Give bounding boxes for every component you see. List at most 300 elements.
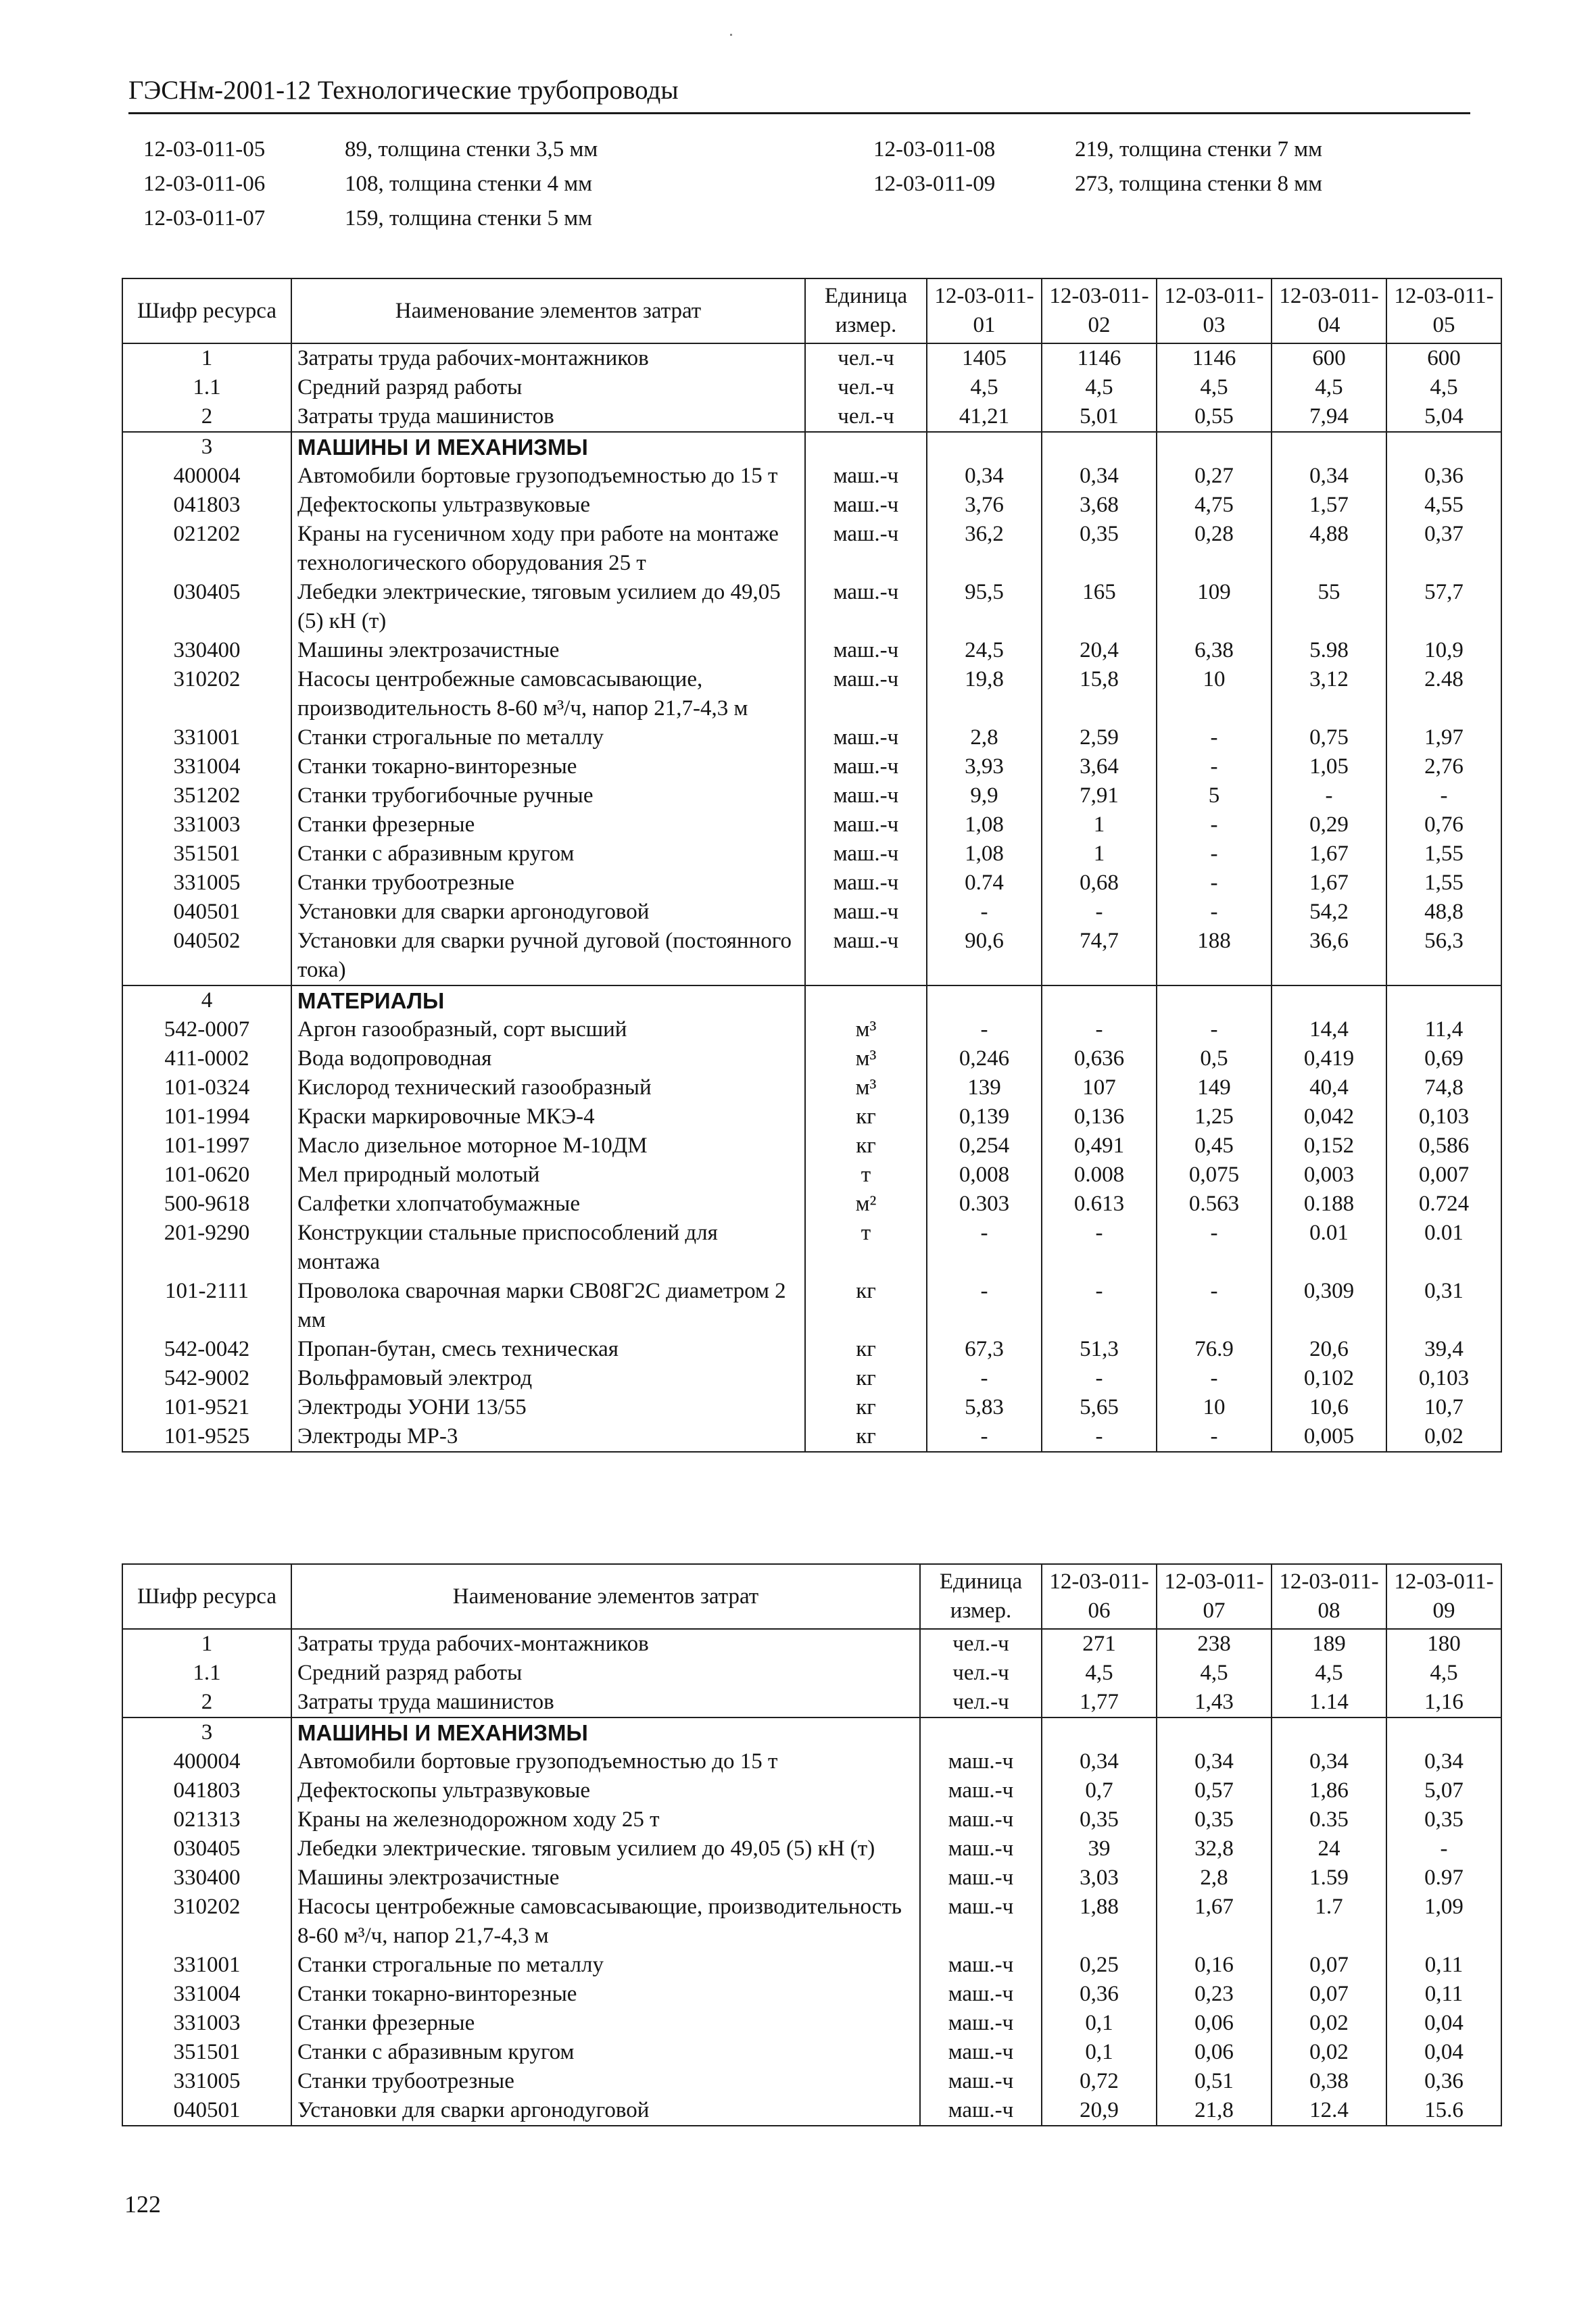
cell-unit: кг <box>805 1277 927 1335</box>
cell-unit: маш.-ч <box>805 578 927 636</box>
cell-name: Конструкции стальные приспособлений для монтажа <box>291 1219 805 1277</box>
cell-value: 10,6 <box>1272 1393 1386 1422</box>
cell-value: 0.008 <box>1042 1161 1157 1190</box>
cell-value: 0,007 <box>1386 1161 1501 1190</box>
cell-code: 500-9618 <box>122 1190 291 1219</box>
table-row <box>122 373 1501 402</box>
cell-value: 4,5 <box>1042 1659 1157 1688</box>
cell-unit: кг <box>805 1335 927 1364</box>
section-row <box>122 1717 1501 1747</box>
cell-code: 3 <box>122 432 291 462</box>
table-row <box>122 2067 1501 2096</box>
cell-name: Установки для сварки ручной дуговой (постоянного тока) <box>291 927 805 985</box>
cell-unit: маш.-ч <box>920 1951 1042 1980</box>
cell-code: 331004 <box>122 752 291 781</box>
cell-value: 1.59 <box>1272 1863 1386 1893</box>
cell-value <box>1042 432 1157 462</box>
cell-unit: маш.-ч <box>920 2009 1042 2038</box>
cell-value: 4,55 <box>1386 491 1501 520</box>
cell-unit: чел.-ч <box>920 1688 1042 1717</box>
cell-value: 24,5 <box>927 636 1042 665</box>
cell-value: - <box>927 1364 1042 1393</box>
cell-value: 2,76 <box>1386 752 1501 781</box>
cell-code: 400004 <box>122 462 291 491</box>
cell-unit <box>805 432 927 462</box>
cell-code: 021202 <box>122 520 291 578</box>
cell-value: 55 <box>1272 578 1386 636</box>
cell-code: 021313 <box>122 1805 291 1834</box>
cell-unit: маш.-ч <box>920 2038 1042 2067</box>
cell-value: 0,07 <box>1272 1980 1386 2009</box>
cell-value: - <box>1157 1364 1272 1393</box>
cell-value: 4,5 <box>1157 1659 1272 1688</box>
cell-unit: маш.-ч <box>920 1805 1042 1834</box>
cell-value: 3,03 <box>1042 1863 1157 1893</box>
cell-name: Лебедки электрические. тяговым усилием до 49,05 (5) кН (т) <box>291 1834 920 1863</box>
cell-value <box>1042 985 1157 1015</box>
table-row <box>122 1659 1501 1688</box>
cell-value: 600 <box>1272 343 1386 373</box>
cell-value: 7,94 <box>1272 402 1386 432</box>
table-row <box>122 1834 1501 1863</box>
cell-value: 188 <box>1157 927 1272 985</box>
cell-value: 1,86 <box>1272 1776 1386 1805</box>
cell-value: 4,5 <box>1272 373 1386 402</box>
cell-value: 3,64 <box>1042 752 1157 781</box>
table-row <box>122 723 1501 752</box>
cell-value: 15.6 <box>1386 2096 1501 2126</box>
cell-value: - <box>1042 1277 1157 1335</box>
cell-value: 0,34 <box>1157 1747 1272 1776</box>
cell-code: 101-9521 <box>122 1393 291 1422</box>
cell-value: 10,7 <box>1386 1393 1501 1422</box>
cell-value: 0,008 <box>927 1161 1042 1190</box>
cell-value: 0,36 <box>1386 2067 1501 2096</box>
cell-value: 1405 <box>927 343 1042 373</box>
cell-value: - <box>1157 723 1272 752</box>
cell-value: 0.35 <box>1272 1805 1386 1834</box>
cell-value: 1,09 <box>1386 1893 1501 1951</box>
header-col: 12-03-011-09 <box>1386 1564 1501 1629</box>
cell-code: 040502 <box>122 927 291 985</box>
cell-name: Краски маркировочные МКЭ-4 <box>291 1102 805 1131</box>
cell-value: 0,139 <box>927 1102 1042 1131</box>
table-row <box>122 1277 1501 1335</box>
cell-code: 331005 <box>122 869 291 898</box>
cell-value: 0,27 <box>1157 462 1272 491</box>
cell-unit: маш.-ч <box>920 1893 1042 1951</box>
cell-name: Затраты труда рабочих-монтажников <box>291 343 805 373</box>
cell-unit: чел.-ч <box>805 343 927 373</box>
header-code: Шифр ресурса <box>122 278 291 343</box>
cell-code: 331003 <box>122 810 291 839</box>
cell-value: 24 <box>1272 1834 1386 1863</box>
cell-value: 14,4 <box>1272 1015 1386 1044</box>
cell-unit: маш.-ч <box>920 1980 1042 2009</box>
cell-unit: маш.-ч <box>920 1834 1042 1863</box>
cell-value: - <box>927 1015 1042 1044</box>
table-row <box>122 636 1501 665</box>
cell-value: 0,35 <box>1042 520 1157 578</box>
section-title: МАТЕРИАЛЫ <box>291 985 805 1015</box>
cell-value: 0,55 <box>1157 402 1272 432</box>
table-row <box>122 1044 1501 1073</box>
cell-value: 0.563 <box>1157 1190 1272 1219</box>
cell-name: Электроды МР-3 <box>291 1422 805 1452</box>
table-row <box>122 665 1501 723</box>
header-col: 12-03-011-07 <box>1157 1564 1272 1629</box>
cell-value: 12.4 <box>1272 2096 1386 2126</box>
header-unit: Единица измер. <box>920 1564 1042 1629</box>
cell-name: Насосы центробежные самовсасывающие, производительность 8-60 м³/ч, напор 21,7-4,3 м <box>291 665 805 723</box>
table-row <box>122 781 1501 810</box>
variant-desc: 108, толщина стенки 4 мм <box>345 172 592 196</box>
cell-value <box>1042 1717 1157 1747</box>
cell-value: 10,9 <box>1386 636 1501 665</box>
cell-unit: кг <box>805 1422 927 1452</box>
resource-table-2 <box>122 1563 1502 2126</box>
cell-unit: маш.-ч <box>805 810 927 839</box>
cell-value: 2,8 <box>1157 1863 1272 1893</box>
cell-value: 0,04 <box>1386 2009 1501 2038</box>
cell-value: 0,35 <box>1157 1805 1272 1834</box>
cell-value <box>1157 1717 1272 1747</box>
table-row <box>122 869 1501 898</box>
cell-value: 51,3 <box>1042 1335 1157 1364</box>
cell-code: 041803 <box>122 1776 291 1805</box>
cell-value: 11,4 <box>1386 1015 1501 1044</box>
page-number: 122 <box>124 2191 161 2218</box>
cell-value: 1,55 <box>1386 869 1501 898</box>
cell-value: 56,3 <box>1386 927 1501 985</box>
cell-unit: кг <box>805 1102 927 1131</box>
cell-value: 600 <box>1386 343 1501 373</box>
cell-value: 2.48 <box>1386 665 1501 723</box>
cell-value: 74,7 <box>1042 927 1157 985</box>
cell-value: 0,11 <box>1386 1980 1501 2009</box>
cell-value: 0,1 <box>1042 2009 1157 2038</box>
table-row <box>122 1015 1501 1044</box>
cell-value: 2,8 <box>927 723 1042 752</box>
cell-name: Дефектоскопы ультразвуковые <box>291 491 805 520</box>
cell-unit: маш.-ч <box>805 491 927 520</box>
cell-value: 3,76 <box>927 491 1042 520</box>
cell-name: Затраты труда рабочих-монтажников <box>291 1629 920 1659</box>
cell-code: 101-1997 <box>122 1131 291 1161</box>
header-col: 12-03-011-08 <box>1272 1564 1386 1629</box>
cell-value: 15,8 <box>1042 665 1157 723</box>
cell-value: 0,69 <box>1386 1044 1501 1073</box>
cell-value: 9,9 <box>927 781 1042 810</box>
cell-code: 4 <box>122 985 291 1015</box>
cell-code: 351501 <box>122 839 291 869</box>
cell-name: Станки токарно-винторезные <box>291 1980 920 2009</box>
cell-value: 3,12 <box>1272 665 1386 723</box>
cell-value: 1,67 <box>1157 1893 1272 1951</box>
cell-value: 0,34 <box>1042 1747 1157 1776</box>
cell-value <box>1272 1717 1386 1747</box>
variant-code: 12-03-011-08 <box>873 137 996 162</box>
cell-unit: чел.-ч <box>805 373 927 402</box>
cell-unit: м² <box>805 1190 927 1219</box>
cell-value: - <box>1386 1834 1501 1863</box>
cell-value: 165 <box>1042 578 1157 636</box>
cell-value <box>1157 985 1272 1015</box>
cell-value: 0,02 <box>1272 2009 1386 2038</box>
cell-value: 0,103 <box>1386 1102 1501 1131</box>
cell-value: 10 <box>1157 665 1272 723</box>
cell-value: 6,38 <box>1157 636 1272 665</box>
cell-unit: чел.-ч <box>920 1629 1042 1659</box>
cell-code: 1 <box>122 1629 291 1659</box>
variant-row <box>873 132 1322 167</box>
cell-value: 1 <box>1042 839 1157 869</box>
table-row <box>122 1190 1501 1219</box>
cell-value: - <box>1042 1015 1157 1044</box>
cell-value: 0,51 <box>1157 2067 1272 2096</box>
cell-value: - <box>1272 781 1386 810</box>
cell-value: 1,97 <box>1386 723 1501 752</box>
table-row <box>122 1805 1501 1834</box>
cell-unit: м³ <box>805 1015 927 1044</box>
table-row <box>122 520 1501 578</box>
cell-value: 0,491 <box>1042 1131 1157 1161</box>
cell-value: 0,25 <box>1042 1951 1157 1980</box>
cell-value: 4,5 <box>1157 373 1272 402</box>
cell-value: 0,34 <box>1272 1747 1386 1776</box>
variant-desc: 273, толщина стенки 8 мм <box>1075 172 1322 196</box>
cell-unit: маш.-ч <box>805 462 927 491</box>
table-row <box>122 402 1501 432</box>
cell-value: 0,136 <box>1042 1102 1157 1131</box>
cell-value: 36,2 <box>927 520 1042 578</box>
cell-value: 107 <box>1042 1073 1157 1102</box>
cell-value: 5,65 <box>1042 1393 1157 1422</box>
cell-code: 101-1994 <box>122 1102 291 1131</box>
cell-value <box>1386 985 1501 1015</box>
cell-value: 20,6 <box>1272 1335 1386 1364</box>
cell-value: 1146 <box>1157 343 1272 373</box>
cell-value: 0,003 <box>1272 1161 1386 1190</box>
cell-value: 4,75 <box>1157 491 1272 520</box>
cell-name: Установки для сварки аргонодуговой <box>291 898 805 927</box>
table-row <box>122 2038 1501 2067</box>
table-row <box>122 898 1501 927</box>
cell-value: 5,07 <box>1386 1776 1501 1805</box>
cell-value: 0,075 <box>1157 1161 1272 1190</box>
cell-unit: маш.-ч <box>920 2096 1042 2126</box>
cell-code: 201-9290 <box>122 1219 291 1277</box>
cell-value: 0,309 <box>1272 1277 1386 1335</box>
cell-value: 0.188 <box>1272 1190 1386 1219</box>
cell-value: 0.01 <box>1386 1219 1501 1277</box>
cell-value: 0,02 <box>1386 1422 1501 1452</box>
cell-value: 1146 <box>1042 343 1157 373</box>
cell-unit: м³ <box>805 1073 927 1102</box>
cell-code: 542-9002 <box>122 1364 291 1393</box>
cell-unit: кг <box>805 1364 927 1393</box>
variant-code: 12-03-011-07 <box>143 206 266 230</box>
cell-value: 5 <box>1157 781 1272 810</box>
cell-value: 0.97 <box>1386 1863 1501 1893</box>
variant-row <box>143 132 598 167</box>
cell-value: 0,06 <box>1157 2009 1272 2038</box>
resource-table-1 <box>122 278 1502 1453</box>
cell-code: 101-0620 <box>122 1161 291 1190</box>
cell-code: 331004 <box>122 1980 291 2009</box>
cell-unit: маш.-ч <box>805 898 927 927</box>
cell-value: 149 <box>1157 1073 1272 1102</box>
cell-name: Затраты труда машинистов <box>291 402 805 432</box>
cell-unit: т <box>805 1161 927 1190</box>
cell-value: 1,05 <box>1272 752 1386 781</box>
cell-value: - <box>927 1219 1042 1277</box>
cell-value: 2,59 <box>1042 723 1157 752</box>
variant-list-left <box>143 132 598 236</box>
cell-name: Станки строгальные по металлу <box>291 723 805 752</box>
cell-value <box>1157 432 1272 462</box>
variant-row <box>143 201 598 236</box>
cell-name: Кислород технический газообразный <box>291 1073 805 1102</box>
cell-code: 331005 <box>122 2067 291 2096</box>
cell-value: 5,01 <box>1042 402 1157 432</box>
cell-value: 7,91 <box>1042 781 1157 810</box>
cell-code: 101-2111 <box>122 1277 291 1335</box>
cell-code: 542-0007 <box>122 1015 291 1044</box>
cell-value: 0,36 <box>1386 462 1501 491</box>
cell-value: 0,34 <box>1386 1747 1501 1776</box>
cell-value <box>1386 432 1501 462</box>
section-row <box>122 432 1501 462</box>
cell-value: 3,68 <box>1042 491 1157 520</box>
cell-value: 0,72 <box>1042 2067 1157 2096</box>
header-unit: Единица измер. <box>805 278 927 343</box>
cell-name: Затраты труда машинистов <box>291 1688 920 1717</box>
table-row <box>122 343 1501 373</box>
cell-value: 0,1 <box>1042 2038 1157 2067</box>
table-row <box>122 1364 1501 1393</box>
cell-value: 21,8 <box>1157 2096 1272 2126</box>
table-row <box>122 1161 1501 1190</box>
table-row <box>122 1131 1501 1161</box>
cell-value: 1,88 <box>1042 1893 1157 1951</box>
cell-name: Краны на гусеничном ходу при работе на монтаже технологического оборудования 25 т <box>291 520 805 578</box>
header-col: 12-03-011-03 <box>1157 278 1272 343</box>
cell-unit: т <box>805 1219 927 1277</box>
variant-desc: 159, толщина стенки 5 мм <box>345 206 592 230</box>
cell-code: 310202 <box>122 1893 291 1951</box>
cell-name: Салфетки хлопчатобумажные <box>291 1190 805 1219</box>
variant-row <box>873 167 1322 201</box>
cell-value: - <box>1157 869 1272 898</box>
header-name: Наименование элементов затрат <box>291 278 805 343</box>
cell-value: 4,5 <box>1272 1659 1386 1688</box>
variant-row <box>143 167 598 201</box>
cell-code: 2 <box>122 402 291 432</box>
cell-value: 0,04 <box>1386 2038 1501 2067</box>
variant-list-right <box>873 132 1322 201</box>
cell-unit: кг <box>805 1393 927 1422</box>
cell-value: 0,31 <box>1386 1277 1501 1335</box>
cell-code: 040501 <box>122 898 291 927</box>
cell-value: 5,83 <box>927 1393 1042 1422</box>
cell-value: 0,06 <box>1157 2038 1272 2067</box>
cell-value: 36,6 <box>1272 927 1386 985</box>
cell-name: Масло дизельное моторное М-10ДМ <box>291 1131 805 1161</box>
cell-value: 0.613 <box>1042 1190 1157 1219</box>
cell-value: 1,25 <box>1157 1102 1272 1131</box>
cell-name: Вода водопроводная <box>291 1044 805 1073</box>
cell-value: 1 <box>1042 810 1157 839</box>
cell-name: Краны на железнодорожном ходу 25 т <box>291 1805 920 1834</box>
cell-value: 0,11 <box>1386 1951 1501 1980</box>
cell-value: - <box>1157 752 1272 781</box>
cell-value: 0,16 <box>1157 1951 1272 1980</box>
cell-value: 0,152 <box>1272 1131 1386 1161</box>
cell-unit: маш.-ч <box>920 2067 1042 2096</box>
cell-value: 39,4 <box>1386 1335 1501 1364</box>
cell-value <box>927 432 1042 462</box>
cell-value: 4,88 <box>1272 520 1386 578</box>
cell-value: 0,57 <box>1157 1776 1272 1805</box>
cell-value: - <box>1157 839 1272 869</box>
cell-name: Проволока сварочная марки СВ08Г2С диаметром 2 мм <box>291 1277 805 1335</box>
cell-value: 5,04 <box>1386 402 1501 432</box>
cell-value: 0,005 <box>1272 1422 1386 1452</box>
cell-value: 0.724 <box>1386 1190 1501 1219</box>
cell-value: 0,76 <box>1386 810 1501 839</box>
cell-value: 10 <box>1157 1393 1272 1422</box>
section-title: МАШИНЫ И МЕХАНИЗМЫ <box>291 432 805 462</box>
cell-value: 1,08 <box>927 810 1042 839</box>
table-body <box>122 343 1501 1452</box>
cell-value: 4,5 <box>1386 373 1501 402</box>
cell-value: 0,29 <box>1272 810 1386 839</box>
table-row <box>122 1393 1501 1422</box>
cell-value: 4,5 <box>1042 373 1157 402</box>
cell-value: 3,93 <box>927 752 1042 781</box>
cell-value: 189 <box>1272 1629 1386 1659</box>
cell-value: - <box>927 898 1042 927</box>
cell-value: 0,23 <box>1157 1980 1272 2009</box>
table-row <box>122 1747 1501 1776</box>
cell-value: 1,55 <box>1386 839 1501 869</box>
cell-value: 74,8 <box>1386 1073 1501 1102</box>
table-row <box>122 1629 1501 1659</box>
cell-name: Машины электрозачистные <box>291 636 805 665</box>
table-row <box>122 2096 1501 2126</box>
cell-value <box>1272 985 1386 1015</box>
cell-name: Станки с абразивным кругом <box>291 2038 920 2067</box>
cell-value: 0,7 <box>1042 1776 1157 1805</box>
cell-name: Дефектоскопы ультразвуковые <box>291 1776 920 1805</box>
cell-name: Станки фрезерные <box>291 810 805 839</box>
cell-value: 0,636 <box>1042 1044 1157 1073</box>
cell-name: Насосы центробежные самовсасывающие, производительность 8-60 м³/ч, напор 21,7-4,3 м <box>291 1893 920 1951</box>
cell-value: 0,586 <box>1386 1131 1501 1161</box>
cell-unit <box>920 1717 1042 1747</box>
cell-unit: маш.-ч <box>805 665 927 723</box>
table-row <box>122 578 1501 636</box>
cell-value: 0,102 <box>1272 1364 1386 1393</box>
cell-value: 90,6 <box>927 927 1042 985</box>
cell-value: 0,419 <box>1272 1044 1386 1073</box>
cell-name: Машины электрозачистные <box>291 1863 920 1893</box>
cell-value: 271 <box>1042 1629 1157 1659</box>
cell-value: 4,5 <box>1386 1659 1501 1688</box>
table-row <box>122 752 1501 781</box>
table-row <box>122 1219 1501 1277</box>
